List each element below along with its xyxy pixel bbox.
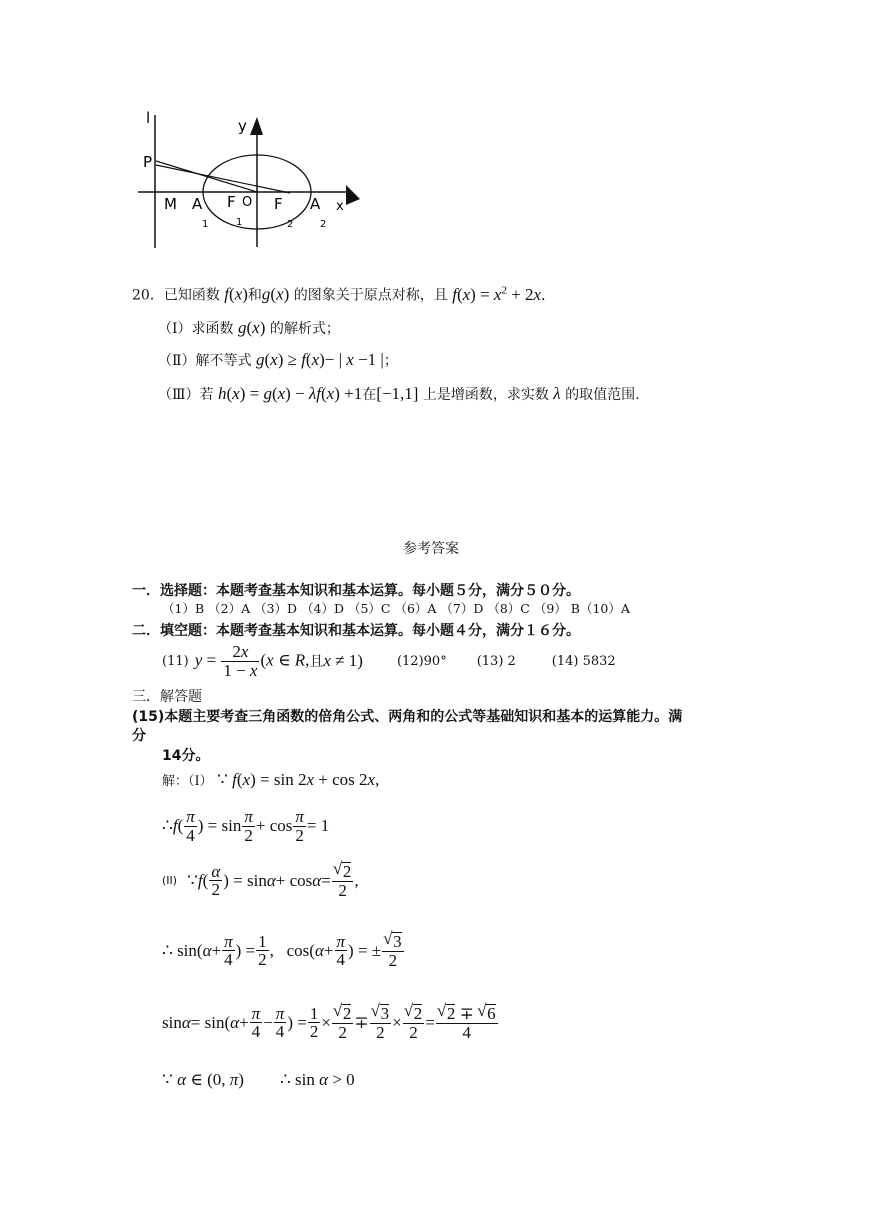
formula-sol6: ∵ α ∈ (0, π) ∴ sin α > 0 [162, 1070, 355, 1089]
label-a2: A [310, 195, 321, 213]
formula-hx: h(x) = g(x) − λf(x) +1 [217, 384, 363, 403]
section1-answers: （1）B （2）A （3）D （4）D （5）C （6）A （7）D （8）C （9） B（10）A [162, 601, 630, 616]
formula-sol1: ∵ f(x) = sin 2x + cos 2x, [217, 770, 380, 789]
answers-title: 参考答案 [403, 541, 459, 557]
formula-sol2: ∴ f ( $\frac{\pi}{4}$ ) = sin $\frac{\pi}{2}$ + cos $\frac{\pi}{2}$ = 1 [162, 807, 330, 845]
q20-intro [132, 284, 545, 305]
x-arrow [346, 185, 360, 205]
q15-description-line3: 14分。 [162, 748, 210, 764]
q20-p3-end: 的取值范围. [565, 387, 640, 403]
q20-intro-b: 和 [247, 287, 262, 304]
q20-intro-c: 的图象关于原点对称，且 [293, 287, 448, 304]
label-o: O [242, 195, 253, 210]
solution-line1 [162, 770, 379, 790]
formula-gx: g(x) [261, 284, 290, 304]
label-m: M [164, 195, 177, 213]
q20-p2-label: （Ⅱ） [158, 353, 196, 369]
q20-p1-tail: 的解析式； [269, 321, 340, 337]
formula-sol3: (II) ∵ f ( $\frac{\alpha}{2}$ ) = sin α + cos α = √ $\frac{2}{2}$ , [162, 862, 359, 900]
formula-answer-11-cond: x ≠ 1) [323, 651, 363, 670]
q20-part2: （Ⅱ）解不等式 g(x) ≥ f(x)− | x −1 |； [158, 350, 398, 369]
section2-answers [162, 640, 616, 682]
section2-heading: 二．填空题：本题考查基本知识和基本运算。每小题４分，满分１６分。 [132, 623, 580, 639]
answer-11-label: (11) [162, 653, 189, 669]
formula-fx: f(x) [224, 284, 248, 304]
answer-11-cond: 且 [309, 654, 324, 670]
answer-13: (13) 2 [476, 653, 516, 669]
label-l: l [146, 109, 151, 127]
formula-fx-def: $f(x) = x^2 + 2x$. [452, 284, 546, 304]
label-f2: F [274, 195, 283, 213]
q20-p2-text: 解不等式 [195, 353, 252, 369]
q20-number: 20． [132, 287, 164, 304]
solution-label: 解：（Ⅰ） [162, 774, 213, 789]
formula-interval: [−1,1] [376, 384, 419, 403]
part-ii-label: (II) [162, 874, 178, 888]
q20-p1-label: （Ⅰ） [158, 321, 192, 337]
label-a1: A [192, 195, 203, 213]
formula-answer-11: y = $\frac{2x}{1 - x}$ (x ∈ R, [194, 641, 310, 680]
ellipse-figure [130, 105, 370, 255]
segment-pa [156, 161, 257, 192]
q15-description-line2: 分 [132, 728, 146, 744]
sub-f2: 2 [287, 219, 294, 230]
answer-12: (12)90° [396, 653, 447, 669]
q20-part3 [158, 384, 640, 404]
q20-p1-text: 求函数 [191, 321, 234, 337]
formula-sol4: ∴ sin( α + $\frac{\pi}{4}$ ) = $\frac{1}{2}$ , cos( α + $\frac{\pi}{4}$ ) = ± √ $\frac{3}{2}$ [162, 932, 405, 970]
label-y: y [238, 117, 247, 135]
sub-f1: 1 [236, 217, 243, 228]
label-f1: F [227, 193, 236, 211]
q20-p3-mid: 在 [362, 387, 377, 403]
sub-a2: 2 [320, 219, 327, 230]
q20-p3-label: （Ⅲ） [158, 387, 200, 403]
label-x: x [336, 199, 344, 214]
sub-a1: 1 [202, 219, 209, 230]
formula-lambda: λ [553, 384, 561, 403]
formula-gx-p1: g(x) [237, 318, 266, 337]
label-p: P [143, 153, 153, 171]
section3-heading: 三．解答题 [132, 689, 202, 705]
formula-sol5: sin α = sin( α + $\frac{\pi}{4}$ − $\frac{\pi}{4}$ ) = $\frac{1}{2}$ × √ $\frac{2}{2}$ ∓ √ $\frac{3}{2}$ × √ $\frac{2}{2}$ = √ $\frac{2 \mp √ 6}{4}$ [162, 1004, 499, 1042]
answer-14: (14) 5832 [551, 653, 616, 669]
formula-inequality: g(x) ≥ f(x)− | x −1 | [255, 350, 384, 369]
q15-description-line1: (15)本题主要考查三角函数的倍角公式、两角和的公式等基础知识和基本的运算能力。满 [132, 709, 683, 725]
q20-intro-a: 已知函数 [163, 287, 220, 304]
q20-part1 [158, 318, 340, 338]
q20-p3-text: 若 [199, 387, 214, 403]
section1-heading: 一．选择题：本题考查基本知识和基本运算。每小题５分，满分５０分。 [132, 583, 580, 599]
segment-pb [156, 165, 290, 193]
q20-p3-tail: 上是增函数，求实数 [422, 387, 549, 403]
y-arrow [250, 117, 263, 135]
